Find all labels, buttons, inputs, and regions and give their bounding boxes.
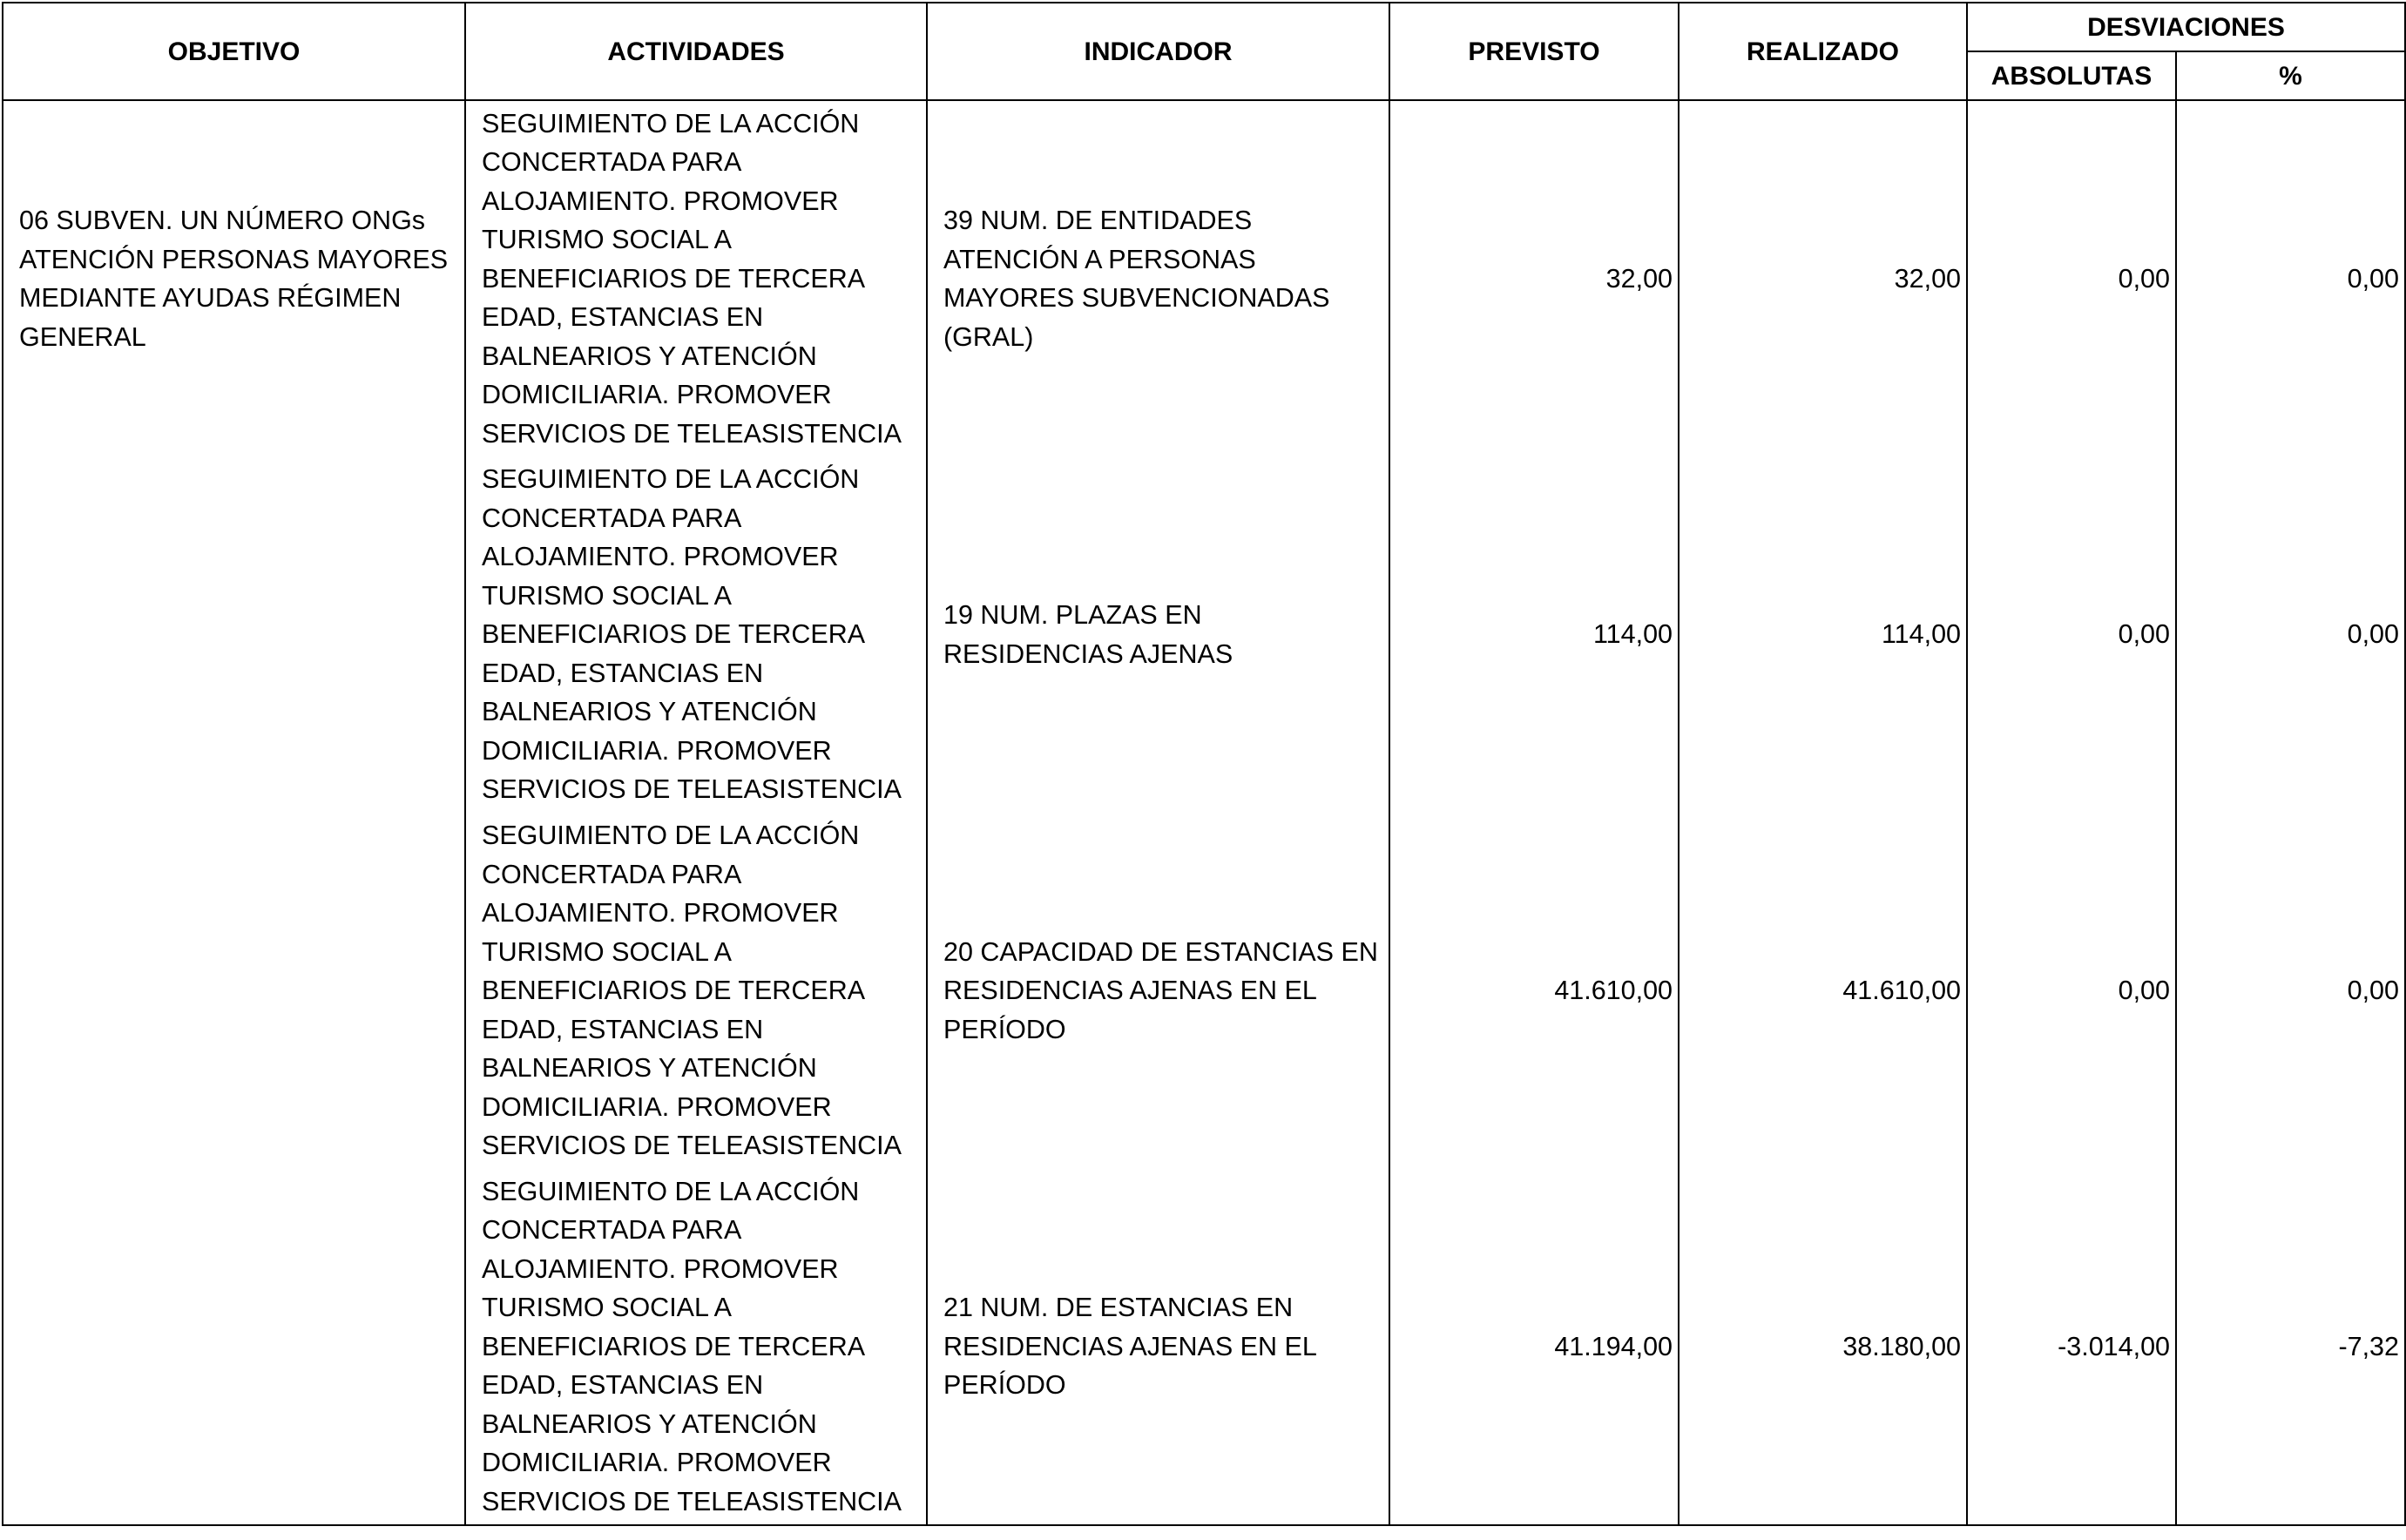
realizado-cell: 41.610,00 [1679, 813, 1967, 1169]
activity-cell: SEGUIMIENTO DE LA ACCIÓN CONCERTADA PARA ALOJAMIENTO. PROMOVER TURISMO SOCIAL A BENEFICIARIOS DE TERCERA EDAD, ESTANCIAS EN BALNEARIOS Y ATENCIÓN DOMICILIARIA. PROMOVER SERVICIOS DE TELEASISTENCIA [465, 100, 927, 456]
indicator-cell: 20 CAPACIDAD DE ESTANCIAS EN RESIDENCIAS AJENAS EN EL PERÍODO [927, 813, 1389, 1169]
header-porcentaje: % [2176, 51, 2405, 100]
header-previsto: PREVISTO [1389, 3, 1679, 100]
previsto-cell: 41.194,00 [1389, 1169, 1679, 1525]
porcentaje-cell: 0,00 [2176, 100, 2405, 456]
activity-cell: SEGUIMIENTO DE LA ACCIÓN CONCERTADA PARA ALOJAMIENTO. PROMOVER TURISMO SOCIAL A BENEFICIARIOS DE TERCERA EDAD, ESTANCIAS EN BALNEARIOS Y ATENCIÓN DOMICILIARIA. PROMOVER SERVICIOS DE TELEASISTENCIA [465, 813, 927, 1169]
absolutas-cell: 0,00 [1967, 813, 2176, 1169]
table-row [3, 456, 2405, 813]
header-desviaciones: DESVIACIONES [1967, 3, 2405, 51]
table-body [3, 100, 2405, 1525]
objective-cell: 06 SUBVEN. UN NÚMERO ONGs ATENCIÓN PERSONAS MAYORES MEDIANTE AYUDAS RÉGIMEN GENERAL [3, 100, 465, 456]
previsto-cell: 41.610,00 [1389, 813, 1679, 1169]
table-row [3, 100, 2405, 456]
activity-cell: SEGUIMIENTO DE LA ACCIÓN CONCERTADA PARA ALOJAMIENTO. PROMOVER TURISMO SOCIAL A BENEFICIARIOS DE TERCERA EDAD, ESTANCIAS EN BALNEARIOS Y ATENCIÓN DOMICILIARIA. PROMOVER SERVICIOS DE TELEASISTENCIA [465, 1169, 927, 1525]
previsto-cell: 32,00 [1389, 100, 1679, 456]
header-realizado: REALIZADO [1679, 3, 1967, 100]
absolutas-cell: 0,00 [1967, 100, 2176, 456]
objective-cell-empty [3, 813, 465, 1169]
indicator-cell: 19 NUM. PLAZAS EN RESIDENCIAS AJENAS [927, 456, 1389, 813]
absolutas-cell: -3.014,00 [1967, 1169, 2176, 1525]
porcentaje-cell: 0,00 [2176, 813, 2405, 1169]
porcentaje-cell: 0,00 [2176, 456, 2405, 813]
table-row [3, 813, 2405, 1169]
activity-cell: SEGUIMIENTO DE LA ACCIÓN CONCERTADA PARA ALOJAMIENTO. PROMOVER TURISMO SOCIAL A BENEFICIARIOS DE TERCERA EDAD, ESTANCIAS EN BALNEARIOS Y ATENCIÓN DOMICILIARIA. PROMOVER SERVICIOS DE TELEASISTENCIA [465, 456, 927, 813]
table-row [3, 1169, 2405, 1525]
header-objetivo: OBJETIVO [3, 3, 465, 100]
objective-cell-empty [3, 456, 465, 813]
header-absolutas: ABSOLUTAS [1967, 51, 2176, 100]
header-indicador: INDICADOR [927, 3, 1389, 100]
indicator-cell: 21 NUM. DE ESTANCIAS EN RESIDENCIAS AJENAS EN EL PERÍODO [927, 1169, 1389, 1525]
table-header [3, 3, 2405, 100]
realizado-cell: 114,00 [1679, 456, 1967, 813]
objective-cell-empty [3, 1169, 465, 1525]
header-actividades: ACTIVIDADES [465, 3, 927, 100]
porcentaje-cell: -7,32 [2176, 1169, 2405, 1525]
absolutas-cell: 0,00 [1967, 456, 2176, 813]
realizado-cell: 32,00 [1679, 100, 1967, 456]
header-row-top [3, 3, 2405, 51]
previsto-cell: 114,00 [1389, 456, 1679, 813]
indicator-cell: 39 NUM. DE ENTIDADES ATENCIÓN A PERSONAS MAYORES SUBVENCIONADAS (GRAL) [927, 100, 1389, 456]
realizado-cell: 38.180,00 [1679, 1169, 1967, 1525]
indicators-table [2, 2, 2406, 1526]
